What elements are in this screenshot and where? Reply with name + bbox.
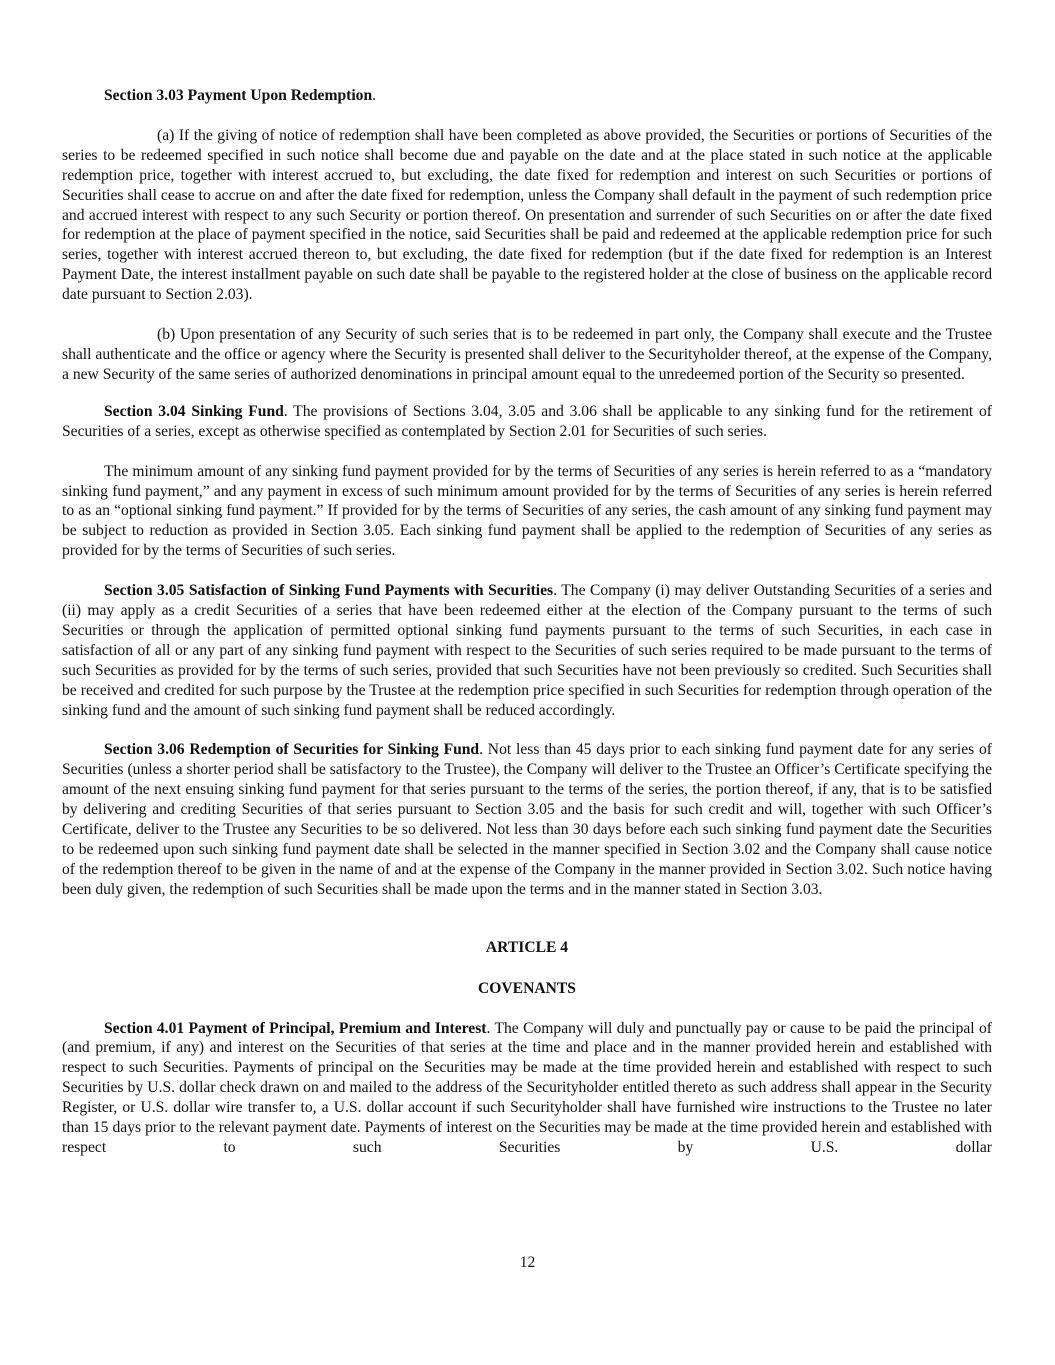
sinking-fund-definition-paragraph: The minimum amount of any sinking fund payment provided for by the terms of Securities of any series is herein referred to as a “mandatory sinking fund payment,” and any payment in excess of such minimum amount provided for by the terms of Securities of any series is herein referred to as an “optional sinking fund payment.” If provided for by the terms of Securities of any series, the cash amount of any sinking fund payment may be subject to reduction as provided in Section 3.05. Each sinking fund payment shall be applied to the redemption of Securities of any series as provided for by the terms of Securities of such series. <box>62 462 992 560</box>
section-3-05-title: Section 3.05 Satisfaction of Sinking Fund Payments with Securities <box>104 582 554 600</box>
section-3-04-paragraph <box>62 402 992 442</box>
section-3-06-text: . Not less than 45 days prior to each sinking fund payment date for any series of Securities (unless a shorter period shall be satisfactory to the Trustee), the Company will deliver to the Trustee an Officer’s Certificate specifying the amount of the next ensuing sinking fund payment for that series pursuant to the terms of the series, the portion thereof, if any, that is to be satisfied by delivering and crediting Securities of that series pursuant to Section 3.05 and the basis for such credit and will, together with such Officer’s Certificate, deliver to the Trustee any Securities to be so delivered. Not less than 30 days before each such sinking fund payment date the Securities to be redeemed upon such sinking fund payment date shall be selected in the manner specified in Section 3.02 and the Company shall cause notice of the redemption thereof to be given in the name of and at the expense of the Company in the manner provided in Section 3.02. Such notice having been duly given, the redemption of such Securities shall be made upon the terms and in the manner stated in Section 3.03. <box>62 741 992 898</box>
document-page <box>62 86 992 1158</box>
section-3-03-heading-punct: . <box>372 87 377 104</box>
article-title: COVENANTS <box>478 979 576 997</box>
section-3-03-title: Section 3.03 Payment Upon Redemption <box>104 87 373 104</box>
section-3-05-paragraph <box>62 581 992 720</box>
section-4-01-paragraph <box>62 1019 992 1158</box>
section-3-06-paragraph <box>62 740 992 899</box>
section-3-05-text: . The Company (i) may deliver Outstanding Securities of a series and (ii) may apply as a credit Securities of a series that have been redeemed either at the election of the Company pursuant to the terms of such Securities or through the application of permitted optional sinking fund payments pursuant to the terms of such Securities, in each case in satisfaction of all or any part of any sinking fund payment with respect to the Securities of such series required to be made pursuant to the terms of such Securities as provided for by the terms of such series, provided that such Securities have not been previously so credited. Such Securities shall be received and credited for such purpose by the Trustee at the redemption price specified in such Securities for redemption through operation of the sinking fund and the amount of such sinking fund payment shall be reduced accordingly. <box>62 582 992 719</box>
article-number: ARTICLE 4 <box>485 938 569 956</box>
section-4-01-text: . The Company will duly and punctually pay or cause to be paid the principal of (and premium, if any) and interest on the Securities of that series at the time and place and in the manner provided herein and established with respect to such Securities. Payments of principal on the Securities may be made at the time provided herein and established with respect to such Securities by U.S. dollar check drawn on and mailed to the address of the Securityholder entitled thereto as such address shall appear in the Security Register, or U.S. dollar wire transfer to, a U.S. dollar account if such Securityholder shall have furnished wire instructions to the Trustee no later than 15 days prior to the relevant payment date. Payments of interest on the Securities may be made at the time provided herein and established with respect to such Securities by U.S. dollar <box>62 1019 992 1156</box>
page-number: 12 <box>519 1254 536 1271</box>
section-4-01-title: Section 4.01 Payment of Principal, Premium and Interest <box>104 1019 487 1037</box>
section-3-06-title: Section 3.06 Redemption of Securities for Sinking Fund <box>104 741 480 759</box>
section-3-03-paragraph-b: (b) Upon presentation of any Security of such series that is to be redeemed in part only, the Company shall execute and the Trustee shall authenticate and the office or agency where the Security is presented shall deliver to the Securityholder thereof, at the expense of the Company, a new Security of the same series of authorized denominations in principal amount equal to the unredeemed portion of the Security so presented. <box>62 326 992 383</box>
section-3-03-paragraph-a: (a) If the giving of notice of redemption shall have been completed as above provided, the Securities or portions of Securities of the series to be redeemed specified in such notice shall become due and payable on the date and at the place stated in such notice at the applicable redemption price, together with interest accrued to, but excluding, the date fixed for redemption and interest on such Securities or portions of Securities shall cease to accrue on and after the date fixed for redemption, unless the Company shall default in the payment of such redemption price and accrued interest with respect to any such Security or portion thereof. On presentation and surrender of such Securities on or after the date fixed for redemption at the place of payment specified in the notice, said Securities shall be paid and redeemed at the applicable redemption price for such series, together with interest accrued thereon to, but excluding, the date fixed for redemption (but if the date fixed for redemption is an Interest Payment Date, the interest installment payable on such date shall be payable to the registered holder at the close of business on the applicable record date pursuant to Section 2.03). <box>62 126 992 304</box>
section-3-04-text: . The provisions of Sections 3.04, 3.05 and 3.06 shall be applicable to any sinking fund for the retirement of Securities of a series, except as otherwise specified as contemplated by Section 2.01 for Securities of such series. <box>62 402 992 440</box>
section-3-04-title: Section 3.04 Sinking Fund <box>104 402 284 420</box>
section-3-03-heading <box>62 86 992 106</box>
